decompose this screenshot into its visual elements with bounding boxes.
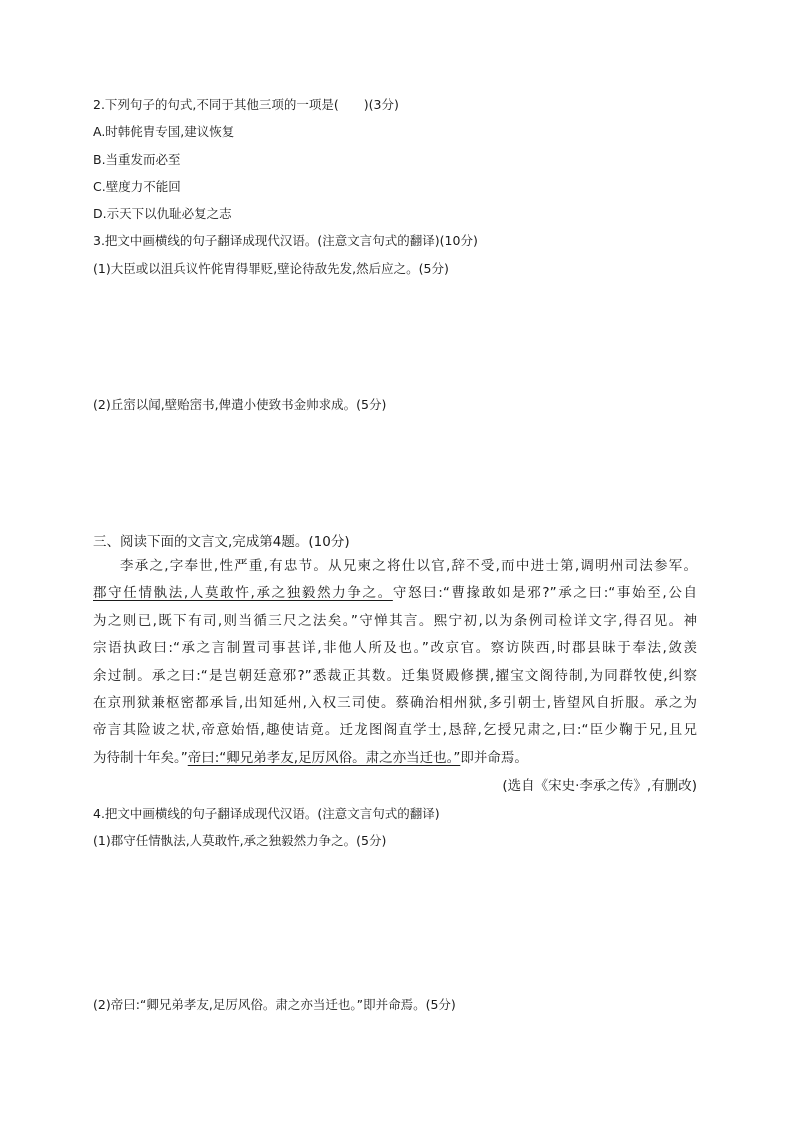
question-3-stem: 3.把文中画横线的句子翻译成现代汉语。(注意文言句式的翻译)(10分) bbox=[93, 233, 478, 248]
passage-line-7: 帝言其险诐之状,帝意始悟,趣使诘竟。迁龙图阁直学士,恳辞,乞授兄肃之,曰:“臣少鞠于兄,且兄 bbox=[93, 722, 697, 739]
question-3-sentence-1: (1)大臣或以沮兵议忤侂胄得罪贬,壁论待敌先发,然后应之。(5分) bbox=[93, 261, 449, 276]
passage-line-3: 为之则已,既下有司,则当循三尺之法矣。”守惮其言。熙宁初,以为条例司检详文字,得召见。神 bbox=[93, 612, 697, 629]
question-2-option-b: B.当重发而必至 bbox=[93, 152, 181, 167]
question-4-stem: 4.把文中画横线的句子翻译成现代汉语。(注意文言句式的翻译) bbox=[93, 806, 440, 821]
passage-line-4: 宗语执政曰:“承之言制置司事甚详,非他人所及也。”改京官。察访陕西,时郡县昧于奉法,敛羡 bbox=[93, 640, 697, 657]
classical-passage bbox=[93, 553, 697, 772]
question-4-sentence-1: (1)郡守任情骫法,人莫敢忤,承之独毅然力争之。(5分) bbox=[93, 833, 387, 848]
passage-line-8: 为待制十年矣。”帝曰:“卿兄弟孝友,足厉风俗。肃之亦当迁也。”即并命焉。 bbox=[93, 749, 528, 766]
question-2-option-c: C.壁度力不能回 bbox=[93, 179, 181, 194]
question-3-sentence-2: (2)丘崈以闻,壁贻崈书,俾遣小使致书金帅求成。(5分) bbox=[93, 397, 387, 412]
passage-line-5: 余过制。承之曰:“是岂朝廷意邪?”悉裁正其数。迁集贤殿修撰,擢宝文阁待制,为同群牧使,纠察 bbox=[93, 667, 697, 684]
passage-line-2: 郡守任情骫法,人莫敢忤,承之独毅然力争之。守怒曰:“曹掾敢如是邪?”承之曰:“事始至,公自 bbox=[93, 585, 697, 602]
question-2-stem: 2.下列句子的句式,不同于其他三项的一项是( )(3分) bbox=[93, 97, 399, 112]
question-4-sentence-2: (2)帝曰:“卿兄弟孝友,足厉风俗。肃之亦当迁也。”即并命焉。(5分) bbox=[93, 997, 456, 1012]
passage-line-1: 李承之,字奉世,性严重,有忠节。从兄柬之将仕以官,辞不受,而中进士第,调明州司法参军。 bbox=[120, 558, 697, 574]
passage-line-6: 在京刑狱兼枢密都承旨,出知延州,入权三司使。蔡确治相州狱,多引朝士,皆望风自折服。承之为 bbox=[93, 694, 697, 711]
question-2-option-a: A.时韩侂胄专国,建议恢复 bbox=[93, 124, 235, 139]
question-2-option-d: D.示天下以仇耻必复之志 bbox=[93, 206, 232, 221]
underlined-sentence-1: 郡守任情骫法,人莫敢忤,承之独毅然力争之。 bbox=[93, 585, 393, 602]
passage-source: (选自《宋史·李承之传》,有删改) bbox=[502, 778, 697, 794]
section-3-title: 三、阅读下面的文言文,完成第4题。(10分) bbox=[93, 534, 350, 550]
underlined-sentence-2: 帝曰:“卿兄弟孝友,足厉风俗。肃之亦当迁也。” bbox=[187, 749, 461, 766]
